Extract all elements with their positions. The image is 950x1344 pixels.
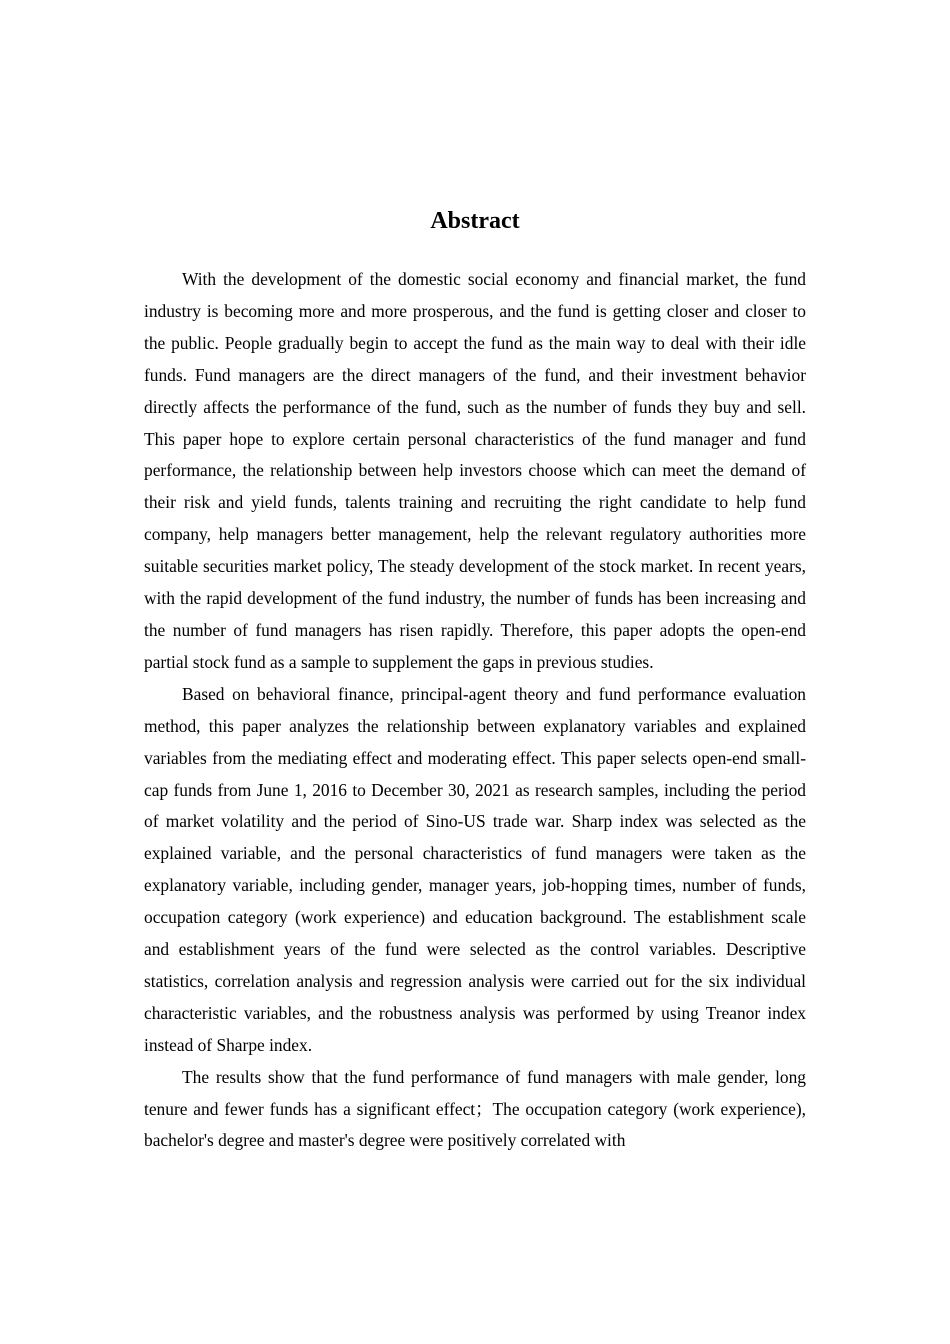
abstract-paragraph-2: Based on behavioral finance, principal-agent theory and fund performance evaluation method, this paper analyzes the relationship between explanatory variables and explained variables from the mediating effect and moderating effect. This paper selects open-end small-cap funds from June 1, 2016 to December 30, 2021 as research samples, including the period of market volatility and the period of Sino-US trade war. Sharp index was selected as the explained variable, and the personal characteristics of fund managers were taken as the explanatory variable, including gender, manager years, job-hopping times, number of funds, occupation category (work experience) and education background. The establishment scale and establishment years of the fund were selected as the control variables. Descriptive statistics, correlation analysis and regression analysis were carried out for the six individual characteristic variables, and the robustness analysis was performed by using Treanor index instead of Sharpe index. [144, 683, 806, 1055]
abstract-paragraph-1: With the development of the domestic social economy and financial market, the fund industry is becoming more and more prosperous, and the fund is getting closer and closer to the public. People gradually begin to accept the fund as the main way to deal with their idle funds. Fund managers are the direct managers of the fund, and their investment behavior directly affects the performance of the fund, such as the number of funds they buy and sell. This paper hope to explore certain personal characteristics of the fund manager and fund performance, the relationship between help investors choose which can meet the demand of their risk and yield funds, talents training and recruiting the right candidate to help fund company, help managers better management, help the relevant regulatory authorities more suitable securities market policy, The steady development of the stock market. In recent years, with the rapid development of the fund industry, the number of funds has been increasing and the number of fund managers has risen rapidly. Therefore, this paper adopts the open-end partial stock fund as a sample to supplement the gaps in previous studies. [144, 269, 806, 672]
abstract-heading: Abstract [430, 208, 520, 234]
abstract-body [144, 264, 806, 1157]
abstract-paragraph-3: The results show that the fund performance of fund managers with male gender, long tenure and fewer funds has a significant effect；The occupation category (work experience), bachelor's degree and master's degree were positively correlated with [144, 1066, 806, 1151]
